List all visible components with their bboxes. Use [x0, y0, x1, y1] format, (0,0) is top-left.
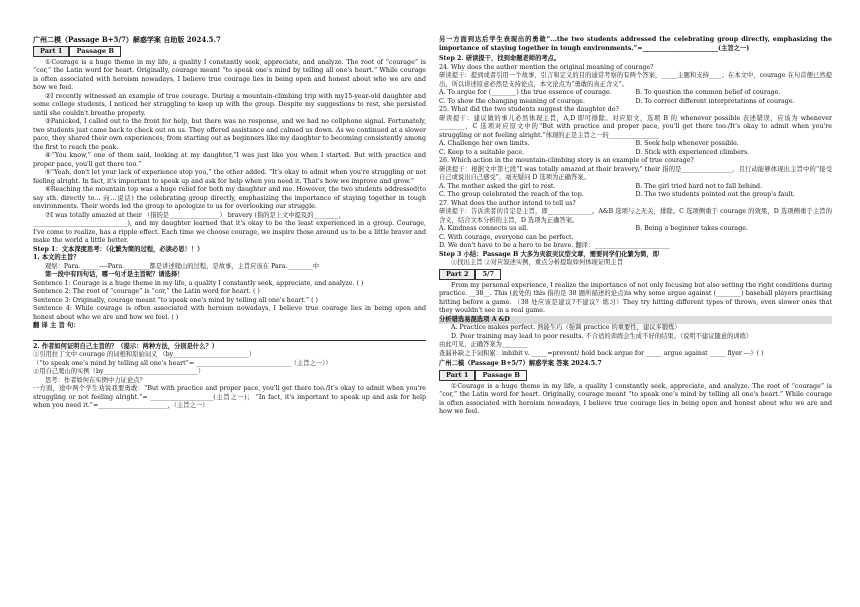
paragraph-5: ⑤“Yeah, don't let your lack of experience stop you,” the other added. “It's okay to admit when you're struggling or not feeling alright. In fact, it's important to speak up and ask for help when you need it. That's how we improve and grow.” [33, 169, 426, 185]
analysis-conclusion: 由此可见，正确答案为________ [439, 341, 528, 348]
q26-tip: 研读提干：根据文中第七段“I was totally amazed at their bravery,” their 指的是________________，且行动能够体现出主旨中的“接受自己或说出自己感受”，毫无疑问 D 选项为正确答案。 [439, 165, 832, 181]
sentence-4: Sentence 4: While courage is often associated with heroism nowadays, I believe true courage lies in being open and honest about who we are and how we feel. ( ) [33, 305, 426, 321]
q2-a2: （“to speak one’s mind by telling all one's heart”= ______________________________（主旨之一）） [33, 359, 332, 367]
answer-paragraph-1: ①Courage is a huge theme in my life, a quality I constantly seek, appreciate, and analyze. The root of “courage” is “cor,” the Latin word for heart. Originally, courage meant “to speak one’s mind by telling all one's heart.” While courage is often associated with heroism nowadays, I believe true courage lies in being open and honest about who we are and how we feel. [439, 382, 832, 415]
q2-p1: 一方面，途中两个学生劝说我要勇敢：“But with practice and proper pace, you'll get there too./It’s okay to admit when you're struggling or not feeling alright.”= ____________________(主旨之一)； “In fact, it's important to speak up and ask for help when you need it.”=______________________，（主旨之一） [33, 385, 426, 409]
q25-options-row2 [439, 149, 832, 158]
q27-option-d: D. We don't have to be a hero to be brave. 翻译：________________________ [439, 242, 670, 249]
paragraph-3: ③Panicked, I called out to the front for help, but there was no response, and we had no cellphone signal. Fortunately, two students just came back to check out on us. They offered assistance and calmed us down. As we continued at a slower pace, they shared their own experiences, from starting out as beginners like my daughter to becoming consistently among the first to reach the peak. [33, 118, 426, 151]
step3-title: Step 3 小结：Passage B 大多为夹叙夹议型文章，需要同学们化繁为简，即 [439, 250, 659, 258]
step2-title: Step 2. 研读提干，找到命题老师的考点。 [439, 55, 561, 62]
q25-options-row1 [439, 140, 832, 149]
vocab-line: 查漏补缺之于词积累：inhibit v. _____=prevent/ hold back argue for _____ argue against _____ flyer ---》( ) [439, 349, 764, 357]
q26-option-d: D. The two students pointed out the group's fault. [635, 191, 795, 198]
sentence-1: Sentence 1: Courage is a huge theme in my life, a quality I constantly seek, appreciate, and analyze. ( ) [33, 279, 364, 287]
q27-option-a: A. Kindness connects us all. [439, 225, 529, 232]
q27-option-b: B. Being a beginner takes courage. [635, 225, 748, 232]
q25-option-c: C. Keep to a suitable pace. [439, 148, 525, 156]
tab-part1: Part 1 [33, 46, 69, 57]
analysis-title: 分析错选易混选项 A &D [439, 316, 832, 325]
q26-option-b: B. The girl tried hard not to fall behind. [635, 182, 763, 190]
sentence-3: Sentence 3: Originally, courage meant “to speak one’s mind by telling all one's heart.” ( ) [33, 296, 319, 304]
q24-option-c: C. To show the changing meaning of courage. [439, 97, 586, 105]
q26-options-row2 [439, 191, 832, 200]
worksheet-title: 广州二模（Passage B+5/7）解惑学案 自助版 2024.5.7 [33, 35, 221, 44]
analysis-d: D. Poor training may lead to poor results. 不合适的训练会生成不好的结果。（说明不建议随意的训练） [451, 332, 753, 340]
paragraph-7: ⑦I was totally amazed at their （指的是________________） bravery (指的是上文中提及的________， [45, 211, 346, 219]
sentence-2: Sentence 2: The root of “courage” is “cor,” the Latin word for heart. ( ) [33, 288, 260, 295]
q24-options-row2 [439, 98, 832, 107]
q2: 2. 作者如何证明自己主旨的？（提示：两种方法，分别是什么？） [33, 342, 219, 350]
tab-part2: Part 2 [439, 269, 475, 280]
q24-option-b: B. To question the common belief of courage. [635, 89, 781, 96]
paragraph-7-cont: ______________________________), and my daughter learned that it's okay to be the least experienced in a group. Courage, I've come to realize, has a ripple effect. Each time we choose courage, we inspire those around us to be a little braver and make the world a little better. [33, 220, 426, 244]
q27-tip: 研读提干：告诉读者的肯定是主旨，即______________。A&B 选项与之无关，排除。C 选项侧重于 courage 的效果，D 选项侧重于主旨的含义，结合文本分析的主旨，D 选项为正确答案。 [439, 208, 832, 224]
q24-tip: 研读提干：提到或者引用一个故事，引言和定义的目的通常考察的有两个答案，_____主题和支持____；在本文中，courage 在句首便已然提出，所以讲述原意必然是支持论点，本文论点为“勇敢的真正含义”。 [439, 72, 832, 88]
paragraph-6: ⑥Reaching the mountain top was a huge relief for both my daughter and me. However, the two students addressed(to say sth. directly to… 向…说话) the celebrating group directly, emphasizing the importance of staying together in tough environments. Their words led the group to apologize to us for overlooking our struggle. [33, 186, 426, 210]
step1-para1: 第一段中有四句话，哪一句才是主旨呢？请选择！ [45, 271, 184, 278]
part2-tabs [439, 269, 832, 280]
q25-option-d: D. Stick with experienced climbers. [635, 148, 750, 156]
q26: 26. Which action in the mountain-climbing story is an example of true courage? [439, 157, 694, 164]
q24: 24. Why does the author mention the original meaning of courage? [439, 63, 654, 71]
q2-b: ②用自己爬山的实例（by______________________________） [33, 368, 205, 375]
part-tabs [33, 46, 426, 57]
answer-tab-part1: Part 1 [439, 370, 475, 381]
paragraph-2: ②I recently witnessed an example of true courage. During a mountain-climbing trip with my15-year-old daughter and some college students, I noticed her struggling to keep up with the group. Despite my suggestions to rest, she persisted until she couldn't breathe properly. [33, 92, 426, 117]
part2-text: From my personal experience, I realize the importance of not only focusing but also setting the right conditions during practice. __38__. This (此处的 this 指的是 38 题所描述的论点)is why some argue against (________) baseball players practising hitting before a game. （38 处应该是建议?不建议？练习）They try hitting different types of throws, even slower ones that they wouldn't see in a real game. [439, 281, 832, 314]
answer-tab-passage-b: Passage B [475, 370, 526, 381]
q26-option-c: C. The group celebrated the reach of the top. [439, 191, 584, 198]
step1-title: Step 1：文本深度思考：（化繁为简的过程，必读必思！！） [33, 245, 204, 253]
q25-tip: 研读提干：建议做的事儿必然体现主旨，A,D 即可排除。对应原文，选项 B 的 whenever possible 表述错误，应该为 whenever ________，C 选项对应原文中的“But with practice and proper pace, you'll get there too./It’s okay to admit when you're struggling or not feeling alright.”体现的正是主旨之一的________________ [439, 114, 832, 139]
step3-summary: ①找出主旨 ②对应叙述实例，重点分析提取如何体现证明主旨 [451, 259, 624, 266]
paragraph-1: ①Courage is a huge theme in my life, a quality I constantly seek, appreciate, and analyze. The root of “courage” is “cor,” the Latin word for heart. Originally, courage meant “to speak one’s mind by telling all one's heart.” While courage is often associated with heroism nowadays, I believe true courage lies in being open and honest about who we are and how we feel. [33, 58, 426, 91]
q27-option-c: C. With courage, everyone can be perfect. [439, 233, 574, 241]
q24-options-row1 [439, 89, 832, 98]
q24-option-a: A. To argue for (________) the true essence of courage. [439, 89, 612, 96]
q26-options-row1 [439, 183, 832, 192]
q27: 27. What does the author intend to tell us? [439, 199, 576, 207]
right-column [439, 0, 832, 417]
tab-5-7: 5/7 [475, 269, 501, 280]
tab-passage-b: Passage B [69, 46, 120, 57]
answer-title: 广州二模（Passage B+5/7）解惑学案 答案 2024.5.7 [439, 360, 602, 367]
answer-tabs [439, 370, 832, 381]
q26-option-a: A. The mother asked the girl to rest. [439, 182, 556, 190]
step1-q1: 1. 本文的主旨？ [33, 254, 80, 261]
q2-think: 思考：作者如何在实例中力证论点？ [45, 376, 146, 384]
answer-line [33, 333, 426, 341]
q2-a: ①引用拉丁文中 courage 的词根和原始词义 （by________________________） [33, 351, 256, 358]
p2-other: 另一方面到达后学生表现出的勇敢“...the two students addressed the celebrating group directly, emphasizing the importance of staying together in tough environments.”=________________________(主旨之一) [439, 36, 832, 52]
q25-option-a: A. Challenge her own limits. [439, 140, 530, 147]
step1-observe: 观察：Para.______----Para.________都是讲述爬山的过程，是故事，主旨应该在 Para.________中 [45, 262, 320, 270]
q25-option-b: B. Seek help whenever possible. [635, 140, 739, 147]
left-column [33, 0, 426, 411]
q24-option-d: D. To correct different interpretations of courage. [635, 97, 795, 105]
paragraph-4: ④“You know,” one of them said, looking at my daughter,“I was just like you when I started. But with practice and proper pace, you'll get there too.” [33, 152, 426, 168]
q27-options-row1 [439, 225, 832, 234]
translate-label: 翻 译 主 旨 句： [33, 322, 80, 329]
analysis-a: A. Practice makes perfect. 熟能生巧（强调 practice 的重要性，建议多锻炼） [451, 324, 681, 331]
q25: 25. What did the two students suggest the daughter do? [439, 106, 619, 113]
